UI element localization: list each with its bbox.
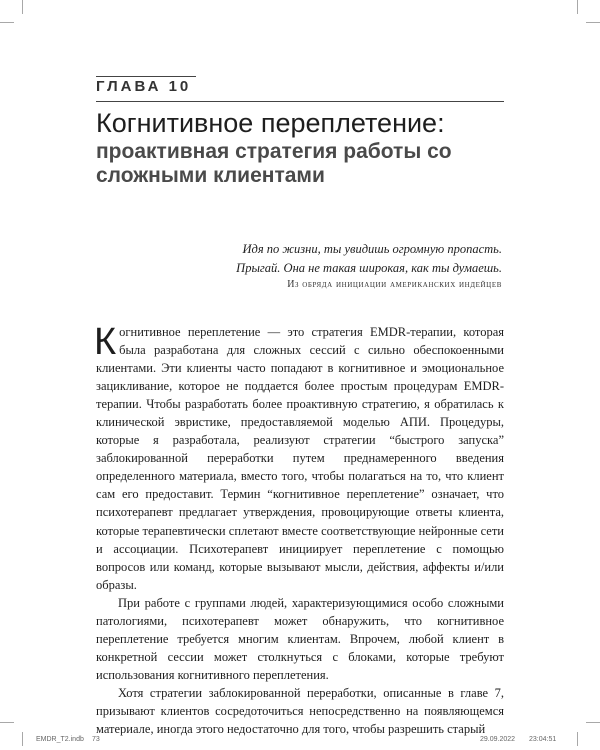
chapter-subtitle: проактивная стратегия работы со сложными клиентами xyxy=(96,140,452,187)
crop-mark xyxy=(586,22,600,23)
crop-mark xyxy=(22,732,23,746)
crop-mark xyxy=(577,0,578,14)
paragraph xyxy=(96,323,504,594)
paragraph: Хотя стратегии заблокированной переработки, описанные в главе 7, призывают клиентов сосредоточиться непосредственно на появляющемся материале, иногда этого недостаточно для того, чтобы разрешить старый xyxy=(96,685,504,737)
crop-mark xyxy=(0,22,14,23)
footer-date: 29.09.2022 xyxy=(480,736,516,743)
crop-mark xyxy=(22,0,23,14)
body-text xyxy=(96,323,504,738)
chapter-title: Когнитивное переплетение: xyxy=(96,108,445,138)
epigraph-source: Из обряда инициации американских индейцев xyxy=(287,279,502,290)
paragraph-text: огнитивное переплетение — это стратегия EMDR-терапии, которая была разработана для сложных сессий с сильно обеспокоенными клиентами. Эти клиенты часто попадают в когнитивное и эмоциональное зацикливание, которое не поддается более простым процедурам EMDR-терапии. Чтобы разработать более проактивную стратегию, я обратилась к клинической эвристике, предоставляемой моделью АПИ. Процедуры, которые я разработала, реализуют стратегии “быстрого запуска” заблокированной переработки путем преднамеренного введения определенного материала, вместо того, чтобы полагаться на то, что клиент сам его предоставит. Термин “когнитивное переплетение” означает, что психотерапевт предлагает утверждения, провоцирующие ответы клиента, которые терапевтически сплетают вместе соответствующие нейронные сети и ассоциации. Психотерапевт инициирует переплетение с помощью вопросов или команд, которые вызывают мысли, действия, аффекты и/или образы. xyxy=(96,325,504,592)
crop-mark xyxy=(586,722,600,723)
epigraph xyxy=(82,240,502,278)
chapter-top-rule xyxy=(96,76,196,77)
footer-filename: EMDR_T2.indb xyxy=(36,736,84,743)
drop-cap: К xyxy=(94,321,117,363)
crop-mark xyxy=(0,722,14,723)
footer-time: 23:04:51 xyxy=(529,736,557,743)
crop-mark xyxy=(577,732,578,746)
chapter-rule xyxy=(96,101,504,102)
footer-page-number: 73 xyxy=(92,736,100,743)
epigraph-line: Прыгай. Она не такая широкая, как ты думаешь. xyxy=(236,261,502,275)
chapter-label: ГЛАВА 10 xyxy=(96,78,192,95)
epigraph-line: Идя по жизни, ты увидишь огромную пропасть. xyxy=(242,242,502,256)
paragraph: При работе с группами людей, характеризующимися особо сложными патологиями, психотерапевт может обнаружить, что когнитивное переплетение требуется многим клиентам. Впрочем, любой клиент в конкретной сессии может столкнуться с блоками, которые требуют использования когнитивного переплетения. xyxy=(96,595,504,682)
